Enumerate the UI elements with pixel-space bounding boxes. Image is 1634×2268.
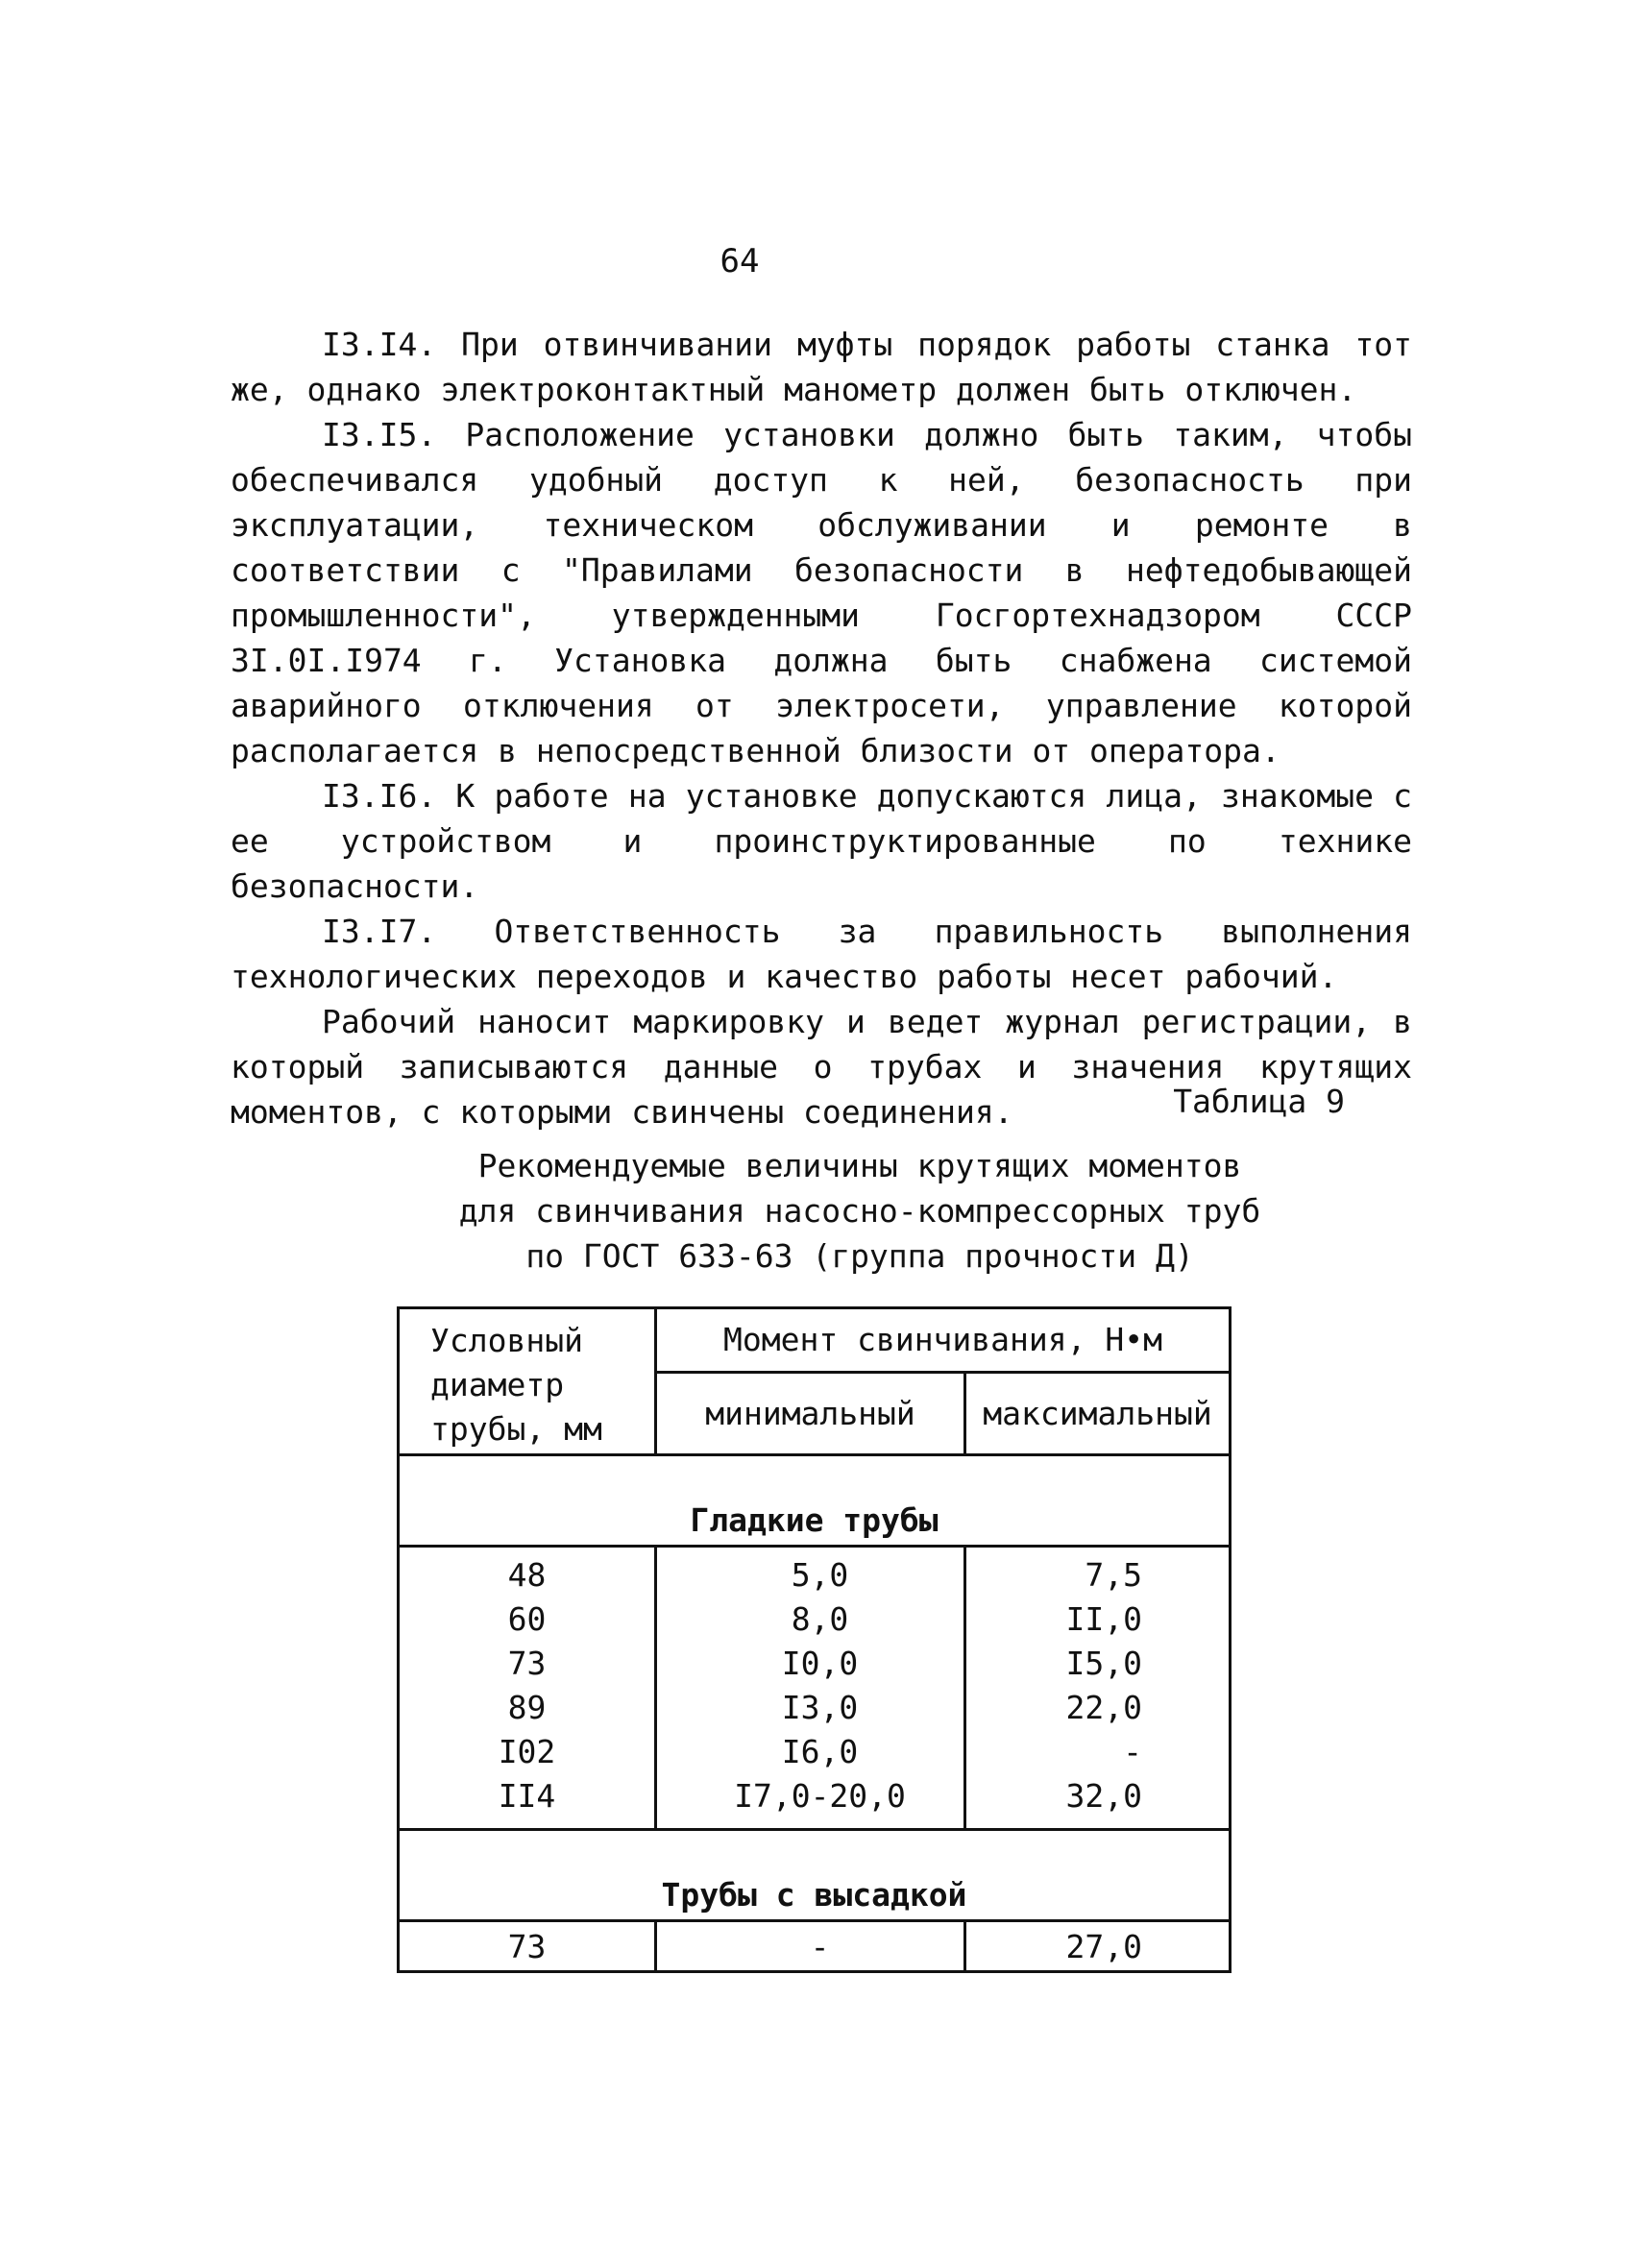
section-title-upset: Трубы с высадкой [399,1830,1231,1921]
section-title-smooth: Гладкие трубы [399,1455,1231,1547]
header-diameter-line: Условный [430,1322,583,1359]
table-cell: I6,0 [781,1733,859,1770]
table-title-line: для свинчивания насосно-компрессорных труб [458,1192,1261,1230]
header-moment: Момент свинчивания, Н•м [656,1308,1231,1373]
table-cell: I0,0 [781,1645,859,1682]
table-title-line: по ГОСТ 633-63 (группа прочности Д) [525,1237,1194,1275]
table-cell: II,0 [1065,1600,1142,1638]
table-cell: 60 [507,1600,547,1638]
header-min: минимальный [656,1372,965,1454]
diameter-column [399,1547,656,1830]
paragraph-13-17: I3.I7. Ответственность за правильность выполнения технологических переходов и качество работы несет рабочий. [231,913,1412,995]
table-cell: - [1123,1733,1142,1770]
page-number: 64 [719,242,760,280]
max-column [965,1547,1231,1830]
table-cell: 5,0 [791,1556,849,1594]
table-cell: I7,0-20,0 [734,1777,906,1815]
table-cell: 22,0 [1065,1689,1142,1726]
table-cell: - [656,1921,965,1972]
table-cell: 48 [507,1556,547,1594]
header-max: максимальный [965,1372,1231,1454]
paragraph-13-16: I3.I6. К работе на установке допускаются лица, знакомые с ее устройством и проинструктированные по технике безопасности. [231,777,1412,905]
torque-table [397,1306,1232,1973]
table-row-smooth [399,1547,1231,1830]
table-row-upset [399,1921,1231,1972]
table-cell: 89 [507,1689,547,1726]
paragraph-13-15: I3.I5. Расположение установки должно быть таким, чтобы обеспечивался удобный доступ к ней, безопасность при эксплуатации, техническом обслуживании и ремонте в соответствии с "Правилами безопасности в нефтедобывающей промышленности", утвержденными Госгортехнадзором СССР 3I.0I.I974 г. Установка должна быть снабжена системой аварийного отключения от электросети, управление которой располагается в непосредственной близости от оператора. [231,416,1412,769]
table-cell: I02 [498,1733,556,1770]
table-cell: I3,0 [781,1689,859,1726]
table-cell: II4 [498,1777,556,1815]
table-header-row [399,1308,1231,1373]
header-diameter [399,1308,656,1455]
table-cell: 32,0 [1065,1777,1142,1815]
table-cell: 8,0 [791,1600,849,1638]
table-cell: 73 [399,1921,656,1972]
table-title-line: Рекомендуемые величины крутящих моментов [477,1147,1242,1184]
header-diameter-line: трубы, мм [430,1410,602,1448]
table-cell: 7,5 [1085,1556,1142,1594]
table-cell: 73 [507,1645,547,1682]
table-cell: 27,0 [965,1921,1231,1972]
table-number: Таблица 9 [1173,1083,1345,1120]
header-diameter-line: диаметр [430,1366,565,1403]
table-cell: I5,0 [1065,1645,1142,1682]
body-text [231,322,1412,1134]
paragraph-worker-marking: Рабочий наносит маркировку и ведет журнал регистрации, в который записываются данные о трубах и значения крутящих моментов, с которыми свинчены соединения. [231,1003,1412,1131]
section-row-upset [399,1830,1231,1921]
min-column [656,1547,965,1830]
table-title [375,1143,1345,1279]
paragraph-13-14: I3.I4. При отвинчивании муфты порядок работы станка тот же, однако электроконтактный манометр должен быть отключен. [231,326,1412,408]
section-row-smooth [399,1455,1231,1547]
